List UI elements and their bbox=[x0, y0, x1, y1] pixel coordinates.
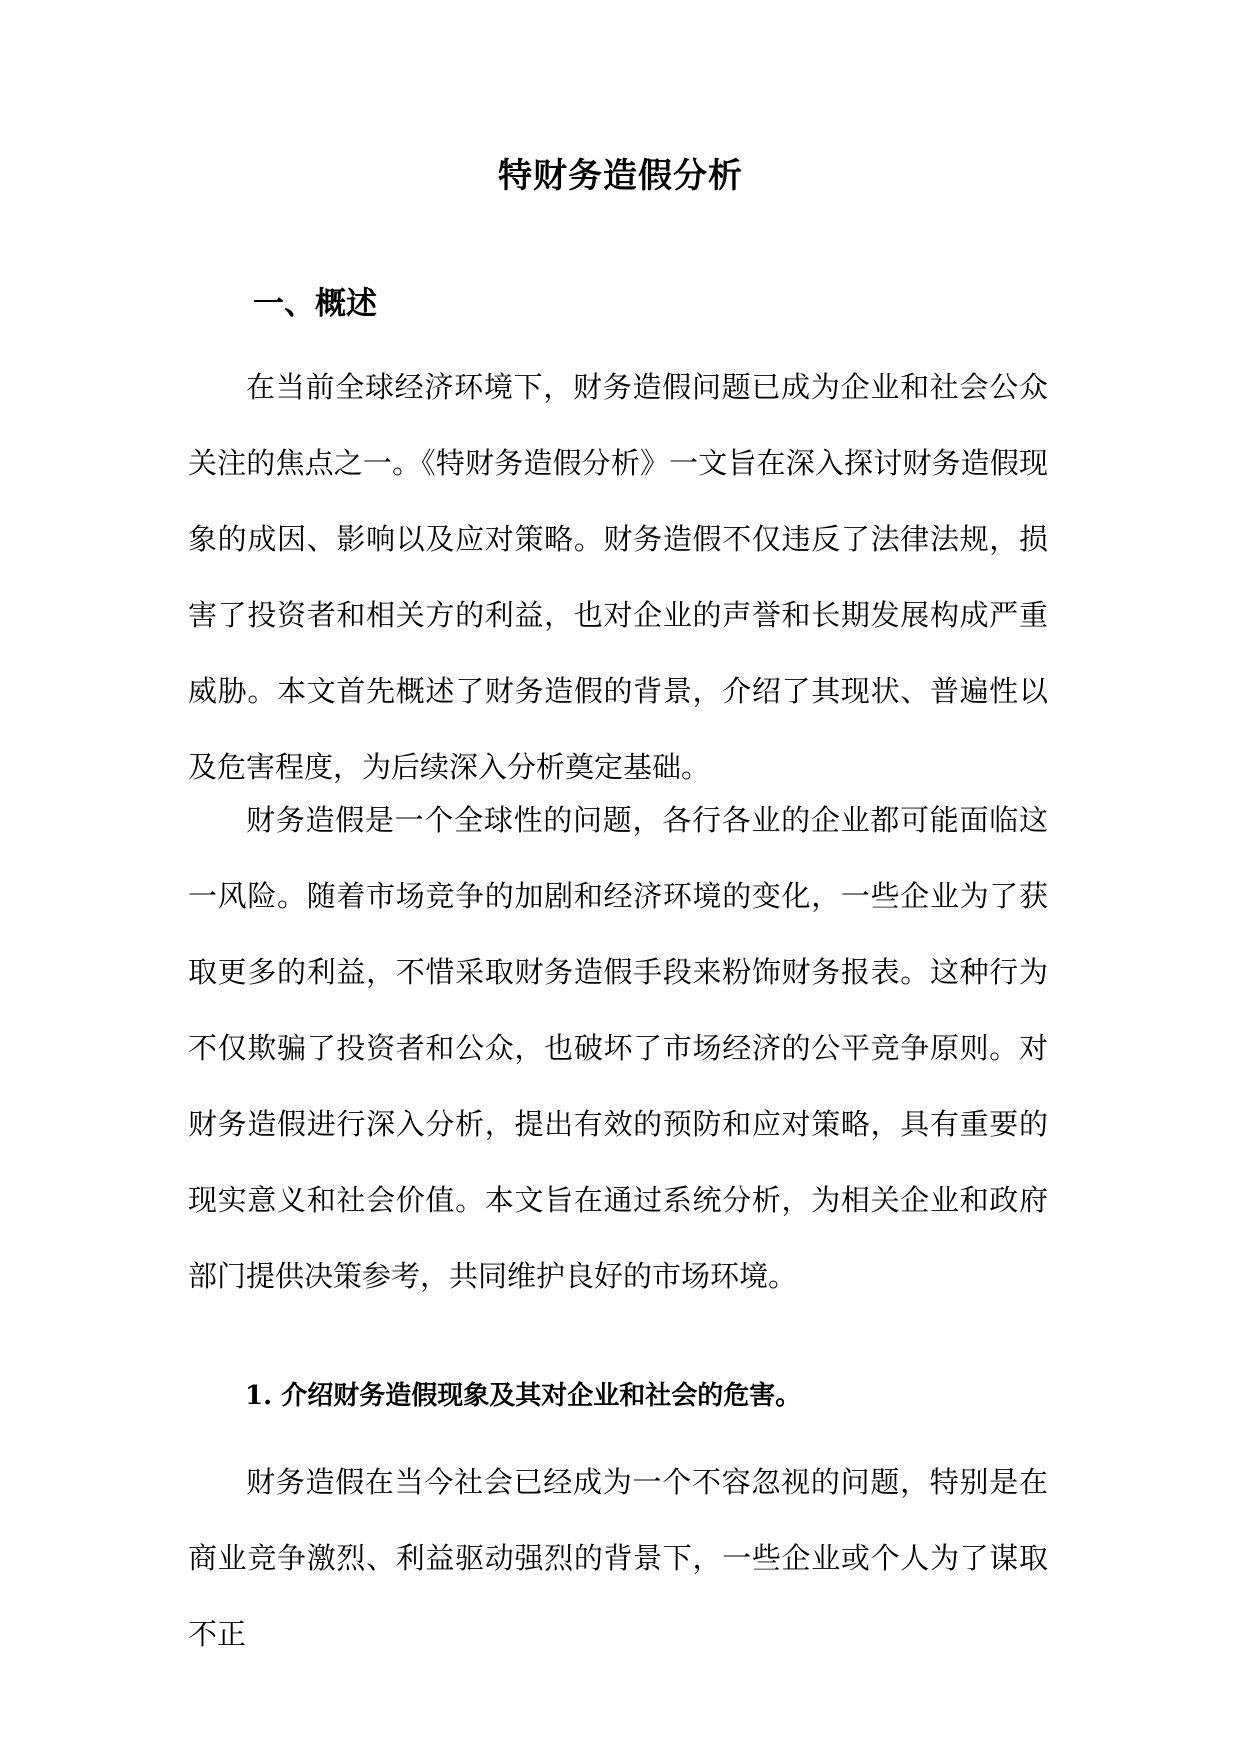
section-heading: 一、概述 bbox=[253, 286, 377, 322]
subheading: 1. 介绍财务造假现象及其对企业和社会的危害。 bbox=[245, 1381, 802, 1411]
paragraph: 财务造假在当今社会已经成为一个不容忽视的问题，特别是在商业竞争激烈、利益驱动强烈的背景下，一些企业或个人为了谋取不正 bbox=[188, 1465, 1048, 1651]
paragraph: 财务造假是一个全球性的问题，各行各业的企业都可能面临这一风险。随着市场竞争的加剧和经济环境的变化，一些企业为了获取更多的利益，不惜采取财务造假手段来粉饰财务报表。这种行为不仅欺骗了投资者和公众，也破坏了市场经济的公平竞争原则。对财务造假进行深入分析，提出有效的预防和应对策略，具有重要的现实意义和社会价值。本文旨在通过系统分析，为相关企业和政府部门提供决策参考，共同维护良好的市场环境。 bbox=[188, 803, 1048, 1293]
paragraph: 在当前全球经济环境下，财务造假问题已成为企业和社会公众关注的焦点之一。《特财务造假分析》一文旨在深入探讨财务造假现象的成因、影响以及应对策略。财务造假不仅违反了法律法规，损害了投资者和相关方的利益，也对企业的声誉和长期发展构成严重威胁。本文首先概述了财务造假的背景，介绍了其现状、普遍性以及危害程度，为后续深入分析奠定基础。 bbox=[188, 370, 1048, 784]
document-title: 特财务造假分析 bbox=[498, 156, 743, 196]
